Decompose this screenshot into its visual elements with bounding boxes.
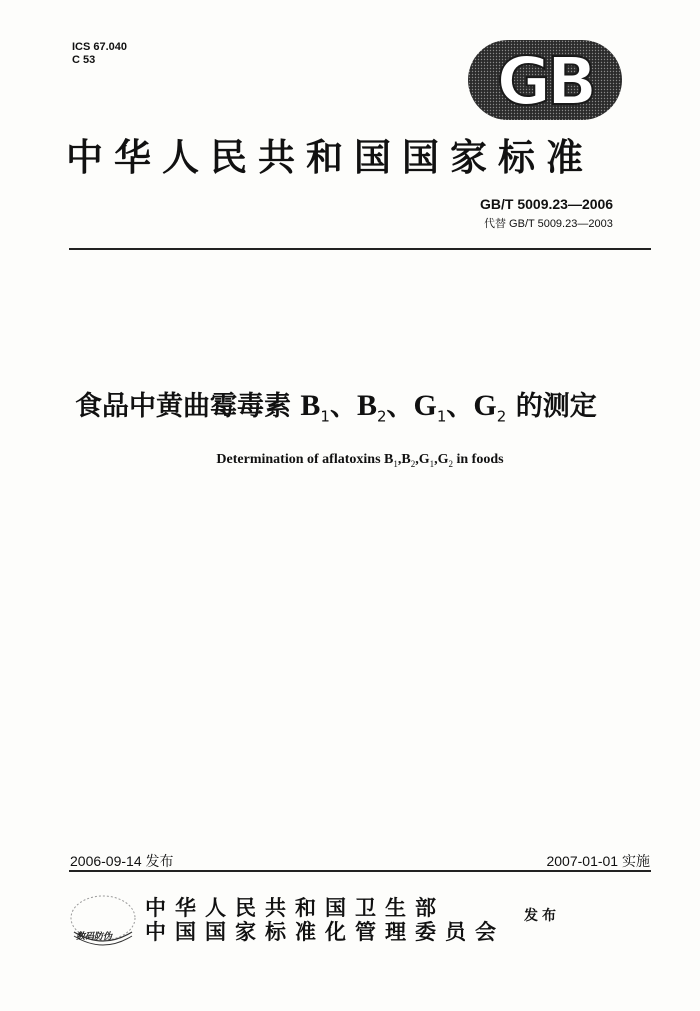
toxin-separator: 、 [446, 391, 474, 422]
title-toxin-list [300, 389, 507, 426]
issue-label: 发布 [524, 908, 560, 924]
toxin-separator: , [397, 452, 402, 467]
toxin-subscript: 2 [496, 407, 507, 426]
toxin-separator: , [415, 452, 419, 467]
toxin-subscript: 1 [429, 458, 435, 469]
toxin-letter: B [401, 452, 411, 467]
title-suffix: 的测定 [506, 391, 597, 422]
replaced-standard: 代替 GB/T 5009.23—2003 [484, 218, 613, 230]
toxin-subscript: 2 [410, 458, 416, 469]
issuer-standardization-administration: 中国国家标准化管理委员会 [145, 920, 505, 944]
classification-codes [72, 41, 127, 67]
toxin-subscript: 2 [376, 407, 387, 426]
document-type-title: 中华人民共和国国家标准 [66, 136, 594, 179]
ccs-code: C 53 [72, 54, 96, 66]
toxin-separator: 、 [386, 391, 414, 422]
chinese-title [75, 388, 650, 434]
en-title-prefix: Determination of aflatoxins [216, 452, 385, 467]
publication-date: 2006-09-14 发布 [70, 853, 174, 869]
standard-number: GB/T 5009.23—2006 [480, 196, 614, 212]
toxin-letter: G [437, 452, 449, 467]
toxin-letter: G [418, 452, 430, 467]
ics-code: ICS 67.040 [72, 41, 128, 53]
toxin-separator: , [434, 452, 438, 467]
toxin-letter: G [413, 389, 437, 422]
title-prefix: 食品中黄曲霉毒素 [75, 391, 301, 422]
en-title-toxin-list [384, 452, 453, 467]
seal-label: 数码防伪 [76, 932, 113, 942]
en-title-suffix: in foods [452, 452, 504, 467]
gb-logo-icon [468, 40, 622, 120]
toxin-letter: G [473, 389, 497, 422]
toxin-subscript: 1 [393, 458, 398, 469]
implementation-date: 2007-01-01 实施 [546, 853, 650, 869]
issuer-ministry-of-health: 中华人民共和国卫生部 [145, 896, 445, 920]
english-title [70, 452, 650, 469]
header-divider [69, 248, 651, 250]
toxin-letter: B [300, 389, 321, 422]
toxin-subscript: 1 [436, 407, 447, 426]
toxin-letter: B [384, 452, 394, 467]
toxin-subscript: 2 [448, 458, 453, 469]
toxin-separator: 、 [329, 391, 357, 422]
toxin-subscript: 1 [320, 407, 330, 426]
footer-divider [69, 870, 651, 872]
gb-logo-text: GB [496, 43, 594, 120]
toxin-letter: B [356, 389, 377, 422]
